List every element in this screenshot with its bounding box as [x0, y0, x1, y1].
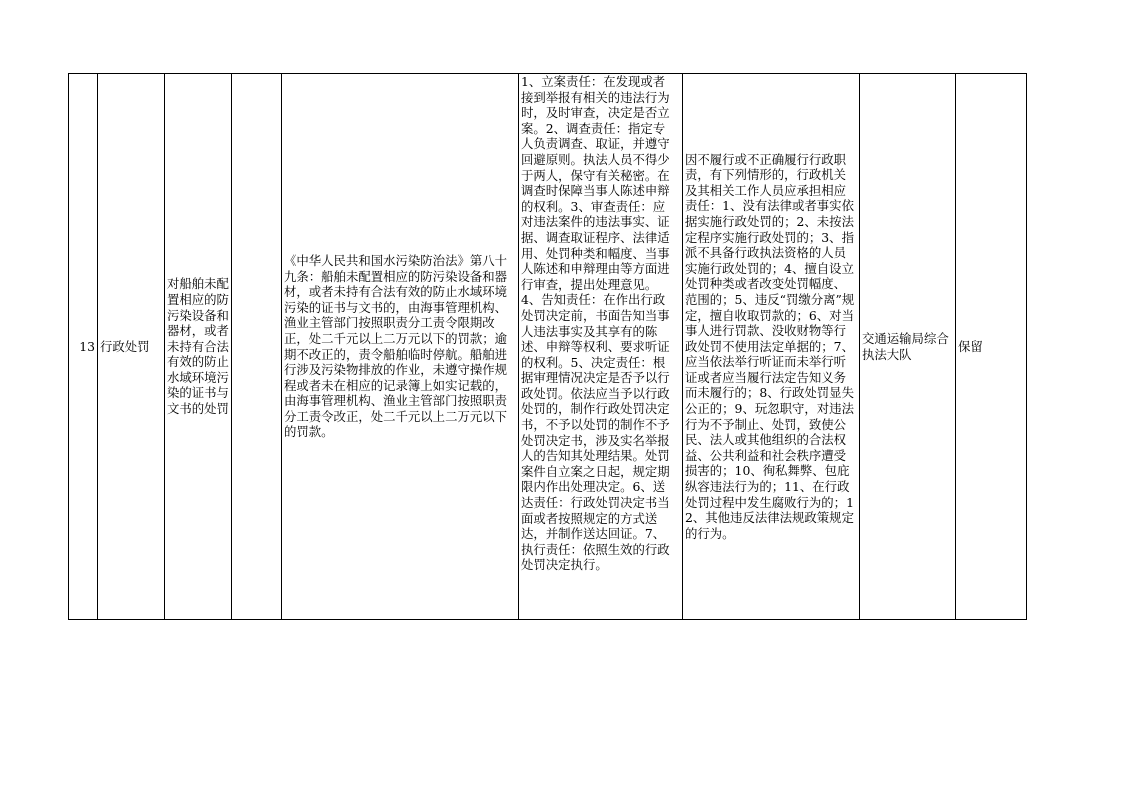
accountability-text: 因不履行或不正确履行行政职责，有下列情形的，行政机关及其相关工作人员应承担相应责任：1、没有法律或者事实依据实施行政处罚的；2、未按法定程序实施行政处罚的；3、指派不具备行政执法资格的人员实施行政处罚的；4、擅自设立处罚种类或者改变处罚幅度、范围的；5、违反“罚缴分离”规定，擅自收取罚款的；6、对当事人进行罚款、没收财物等行政处罚不使用法定单据的；7、应当依法举行听证而未举行听证或者应当履行法定告知义务而未履行的；8、行政处罚显失公正的；9、玩忽职守，对违法行为不予制止、处罚，致使公民、法人或其他组织的合法权益、公共利益和社会秩序遭受损害的；10、徇私舞弊、包庇纵容违法行为的；11、在行政处罚过程中发生腐败行为的；12、其他违反法律法规政策规定的行为。 — [685, 151, 855, 541]
seq-number: 13 — [79, 338, 95, 354]
responsibility-cell — [519, 74, 683, 619]
table-row — [68, 73, 1027, 620]
item-name-text: 对船舶未配置相应的防污染设备和器材，或者未持有合法有效的防止水域环境污染的证书与文书的处罚 — [167, 276, 229, 417]
basis-cell — [282, 74, 519, 619]
category-cell — [98, 74, 165, 619]
seq-cell — [69, 74, 98, 619]
remark-cell — [956, 74, 1026, 619]
department-cell — [860, 74, 956, 619]
sub-item-cell — [232, 74, 282, 619]
item-name-cell — [165, 74, 232, 619]
accountability-cell — [683, 74, 860, 619]
department-text: 交通运输局综合执法大队 — [862, 330, 949, 362]
basis-text: 《中华人民共和国水污染防治法》第八十九条：船舶未配置相应的防污染设备和器材，或者未持有合法有效的防止水域环境污染的证书与文书的，由海事管理机构、渔业主管部门按照职责分工责令限期改正，处二千元以上二万元以下的罚款；逾期不改正的，责令船舶临时停航。船舶进行涉及污染物排放的作业，未遵守操作规程或者未在相应的记录簿上如实记载的，由海事管理机构、渔业主管部门按照职责分工责令改正，处二千元以上二万元以下的罚款。 — [284, 252, 508, 440]
category-text: 行政处罚 — [100, 338, 150, 354]
responsibility-text: 1、立案责任：在发现或者接到举报有相关的违法行为时，及时审查，决定是否立案。2、调查责任：指定专人负责调查、取证，并遵守回避原则。执法人员不得少于两人，保守有关秘密。在调查时保障当事人陈述申辩的权利。3、审查责任：应对违法案件的违法事实、证据、调查取证程序、法律适用、处罚种类和幅度、当事人陈述和申辩理由等方面进行审查，提出处理意见。4、告知责任：在作出行政处罚决定前，书面告知当事人违法事实及其享有的陈述、申辩等权利、要求听证的权利。5、决定责任：根据审理情况决定是否予以行政处罚。依法应当予以行政处罚的，制作行政处罚决定书，不予以处罚的制作不予处罚决定书，涉及实名举报人的告知其处理结果。处罚案件自立案之日起，规定期限内作出处理决定。6、送达责任：行政处罚决定书当面或者按照规定的方式送达，并制作送达回证。7、执行责任：依照生效的行政处罚决定执行。 — [521, 74, 670, 573]
remark-text: 保留 — [958, 338, 983, 354]
